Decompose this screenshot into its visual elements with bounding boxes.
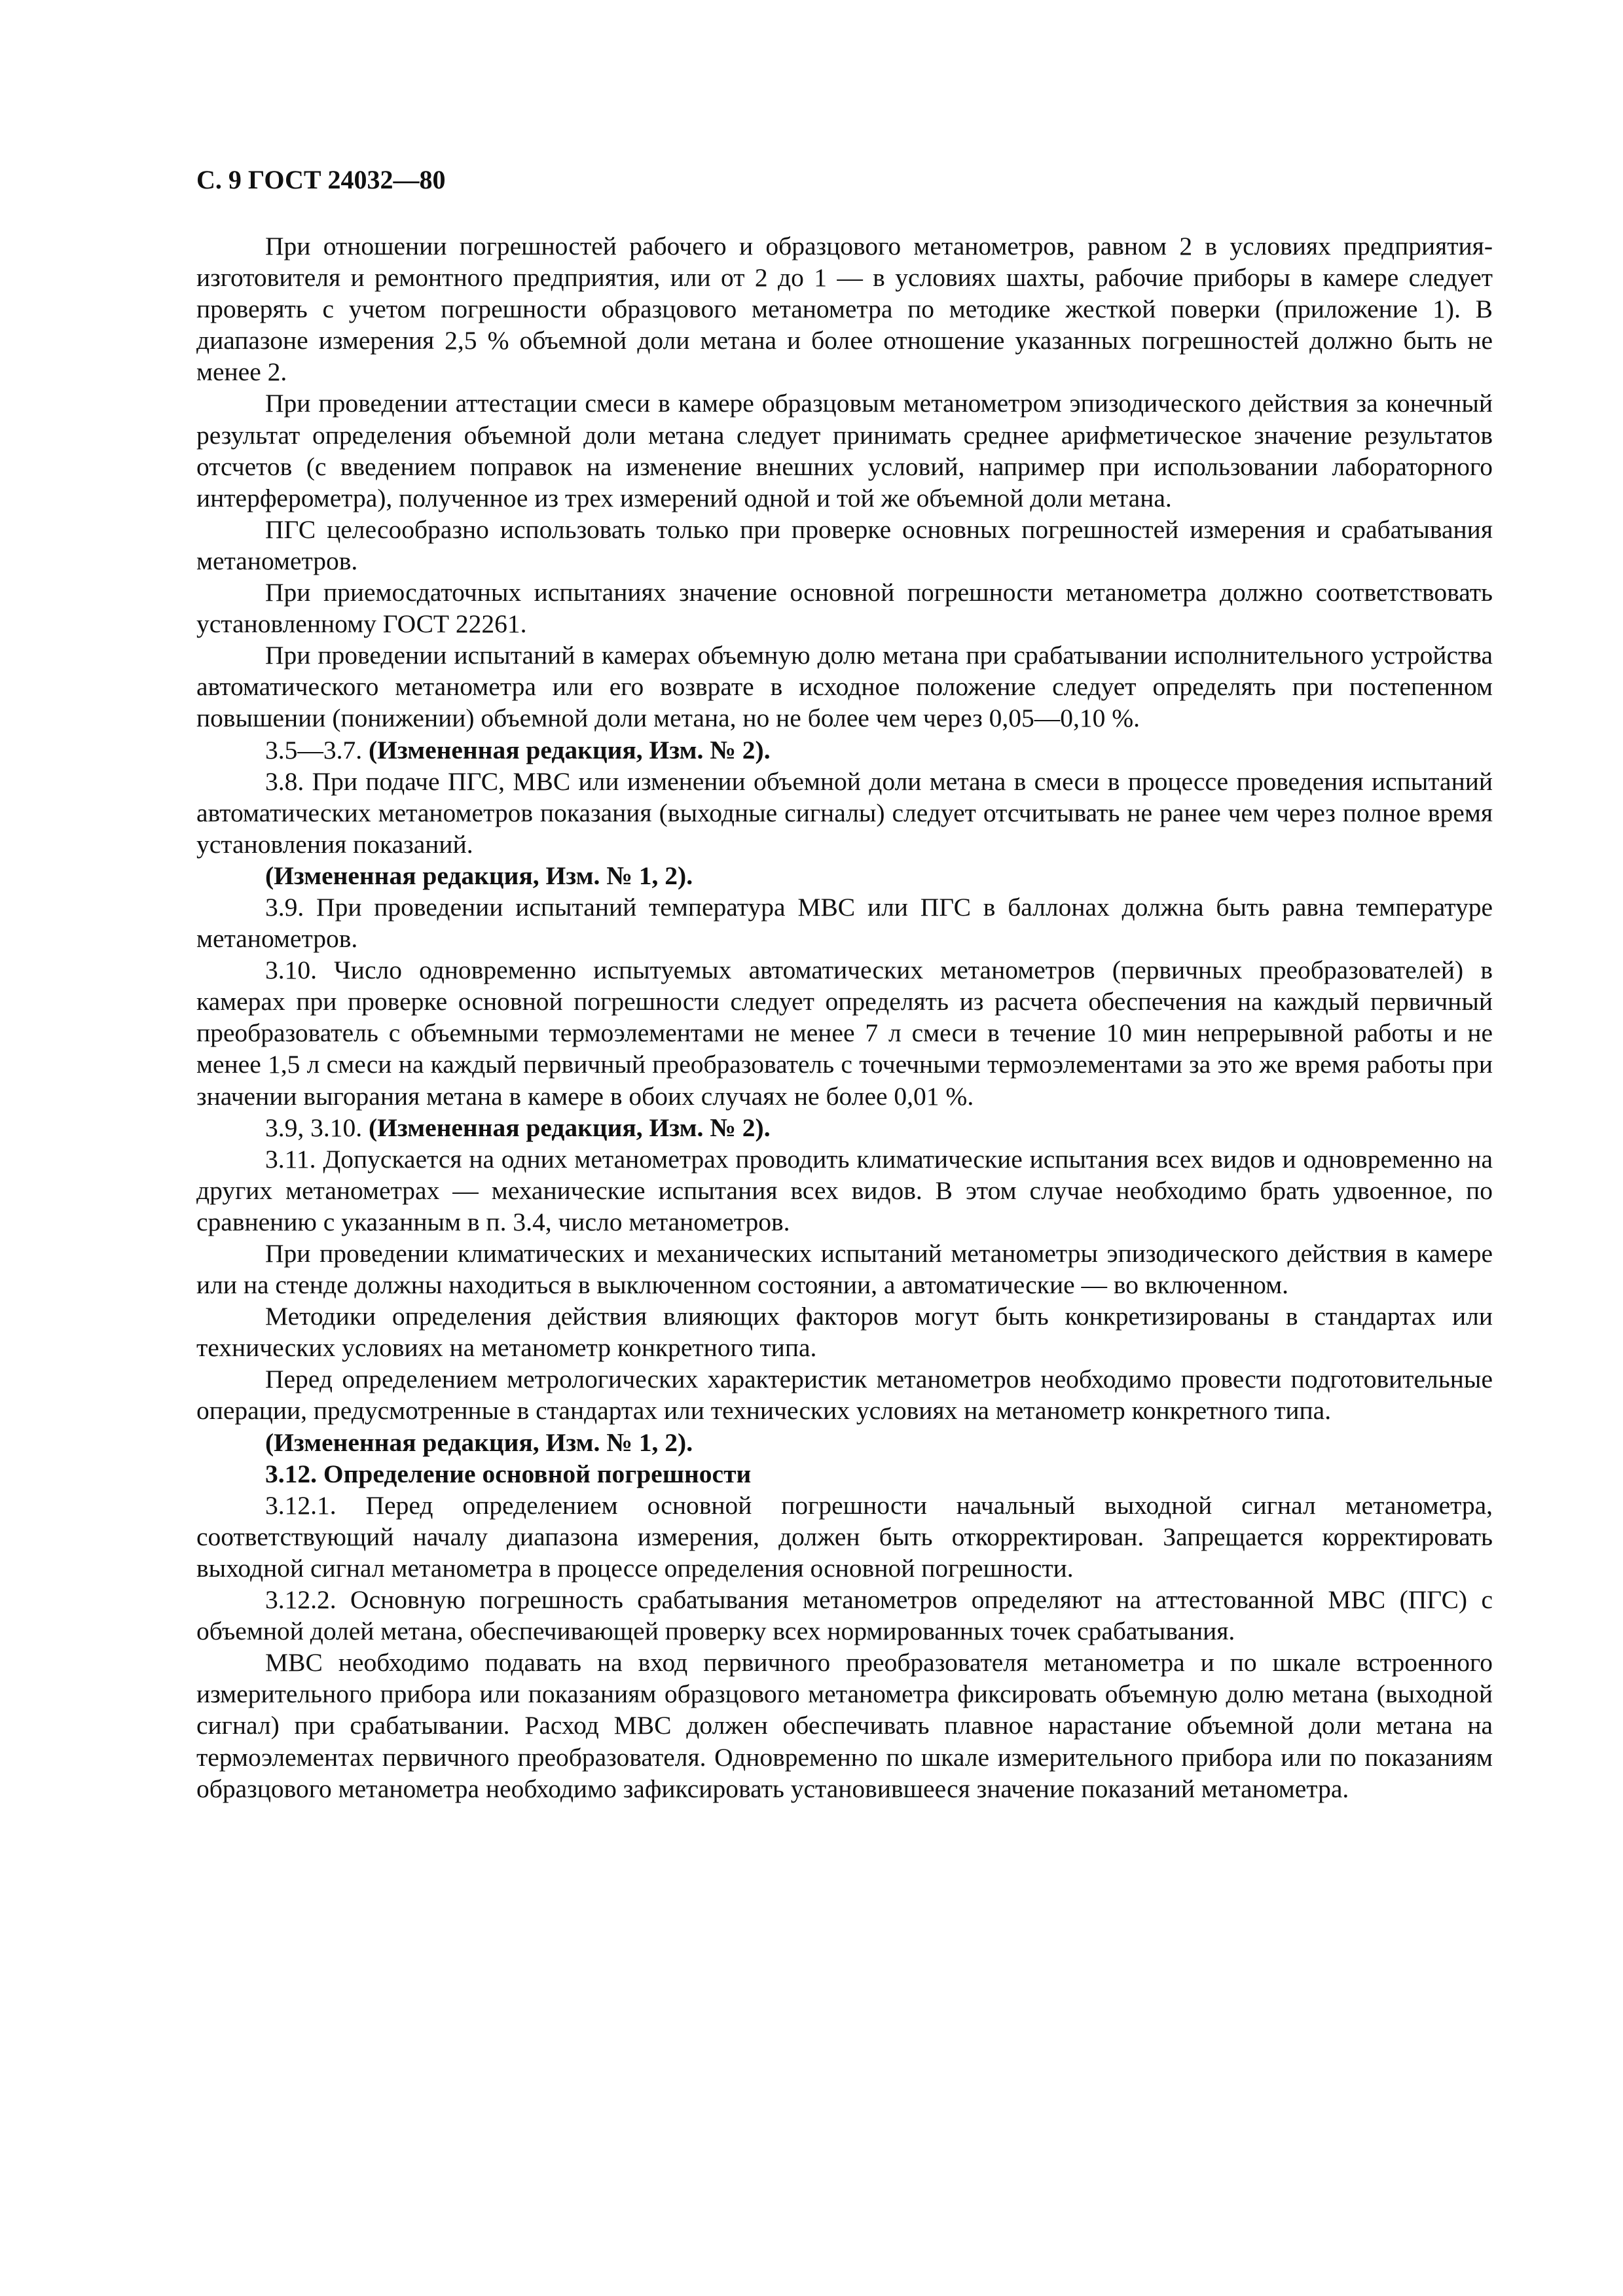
paragraph: Перед определением метрологических характеристик метанометров необходимо провести подготовительные операции, предусмотренные в стандартах или технических условиях на метанометр конкретного типа. [196,1365,1493,1426]
clause-ref: 3.9, 3.10. [265,1113,363,1142]
paragraph: 3.11. Допускается на одних метанометрах проводить климатические испытания всех видов и одновременно на других метанометрах — механические испытания всех видов. В этом случае необходимо брать удвоенное, по сравнению с указанным в п. 3.4, число метанометров. [196,1144,1493,1236]
paragraph: При отношении погрешностей рабочего и образцового метанометров, равном 2 в условиях предприятия-изготовителя и ремонтного предприятия, или от 2 до 1 — в условиях шахты, рабочие приборы в камере следует проверять с учетом погрешности образцового метанометра по методике жесткой поверки (приложение 1). В диапазоне измерения 2,5 % объемной доли метана и более отношение указанных погрешностей должно быть не менее 2. [196,232,1493,387]
paragraph: Методики определения действия влияющих факторов могут быть конкретизированы в стандартах или технических условиях на метанометр конкретного типа. [196,1302,1493,1363]
paragraph: При проведении климатических и механических испытаний метанометры эпизодического действия в камере или на стенде должны находиться в выключенном состоянии, а автоматические — во включенном. [196,1239,1493,1300]
clause-ref: 3.5—3.7. [265,735,363,764]
amendment-note [196,734,1493,766]
paragraph: 3.9. При проведении испытаний температура МВС или ПГС в баллонах должна быть равна температуре метанометров. [196,892,1493,954]
paragraph: 3.12.2. Основную погрешность срабатывания метанометров определяют на аттестованной МВС (ПГС) с объемной долей метана, обеспечивающей проверку всех нормированных точек срабатывания. [196,1585,1493,1646]
document-page [196,164,1493,1804]
paragraph: 3.12.1. Перед определением основной погрешности начальный выходной сигнал метанометра, соответствующий началу диапазона измерения, должен быть откорректирован. Запрещается корректировать выходной сигнал метанометра в процессе определения основной погрешности. [196,1490,1493,1583]
section-heading: 3.12. Определение основной погрешности [265,1459,752,1488]
paragraph: 3.8. При подаче ПГС, МВС или изменении объемной доли метана в смеси в процессе проведения испытаний автоматических метанометров показания (выходные сигналы) следует отсчитывать не ранее чем через полное время установления показаний. [196,766,1493,859]
page-header: С. 9 ГОСТ 24032—80 [196,165,446,194]
amendment-note: (Измененная редакция, Изм. № 1, 2). [265,1427,693,1457]
amendment-note: (Измененная редакция, Изм. № 1, 2). [265,861,693,890]
paragraph: При проведении испытаний в камерах объемную долю метана при срабатывании исполнительного устройства автоматического метанометра или его возврате в исходное положение следует определять при постепенном повышении (понижении) объемной доли метана, но не более чем через 0,05—0,10 %. [196,641,1493,733]
paragraph: При приемосдаточных испытаниях значение основной погрешности метанометра должно соответствовать установленному ГОСТ 22261. [196,578,1493,639]
amendment-text: (Измененная редакция, Изм. № 2). [369,1113,771,1142]
paragraph: МВС необходимо подавать на вход первичного преобразователя метанометра и по шкале встроенного измерительного прибора или показаниям образцового метанометра фиксировать объемную долю метана (выходной сигнал) при срабатывании. Расход МВС должен обеспечивать плавное нарастание объемной доли метана на термоэлементах первичного преобразователя. Одновременно по шкале измерительного прибора или по показаниям образцового метанометра необходимо зафиксировать установившееся значение показаний метанометра. [196,1648,1493,1803]
paragraph: При проведении аттестации смеси в камере образцовым метанометром эпизодического действия за конечный результат определения объемной доли метана следует принимать среднее арифметическое значение результатов отсчетов (с введением поправок на изменение внешних условий, например при использовании лабораторного интерферометра), полученное из трех измерений одной и той же объемной доли метана. [196,389,1493,512]
paragraph: 3.10. Число одновременно испытуемых автоматических метанометров (первичных преобразователей) в камерах при проверке основной погрешности следует определять из расчета обеспечения на каждый первичный преобразователь с объемными термоэлементами не менее 7 л смеси в течение 10 мин непрерывной работы и не менее 1,5 л смеси на каждый первичный преобразователь с точечными термоэлементами за это же время работы при значении выгорания метана в камере в обоих случаях не более 0,01 %. [196,956,1493,1111]
amendment-note [196,1112,1493,1143]
amendment-text: (Измененная редакция, Изм. № 2). [369,735,771,764]
paragraph: ПГС целесообразно использовать только при проверке основных погрешностей измерения и срабатывания метанометров. [196,514,1493,575]
